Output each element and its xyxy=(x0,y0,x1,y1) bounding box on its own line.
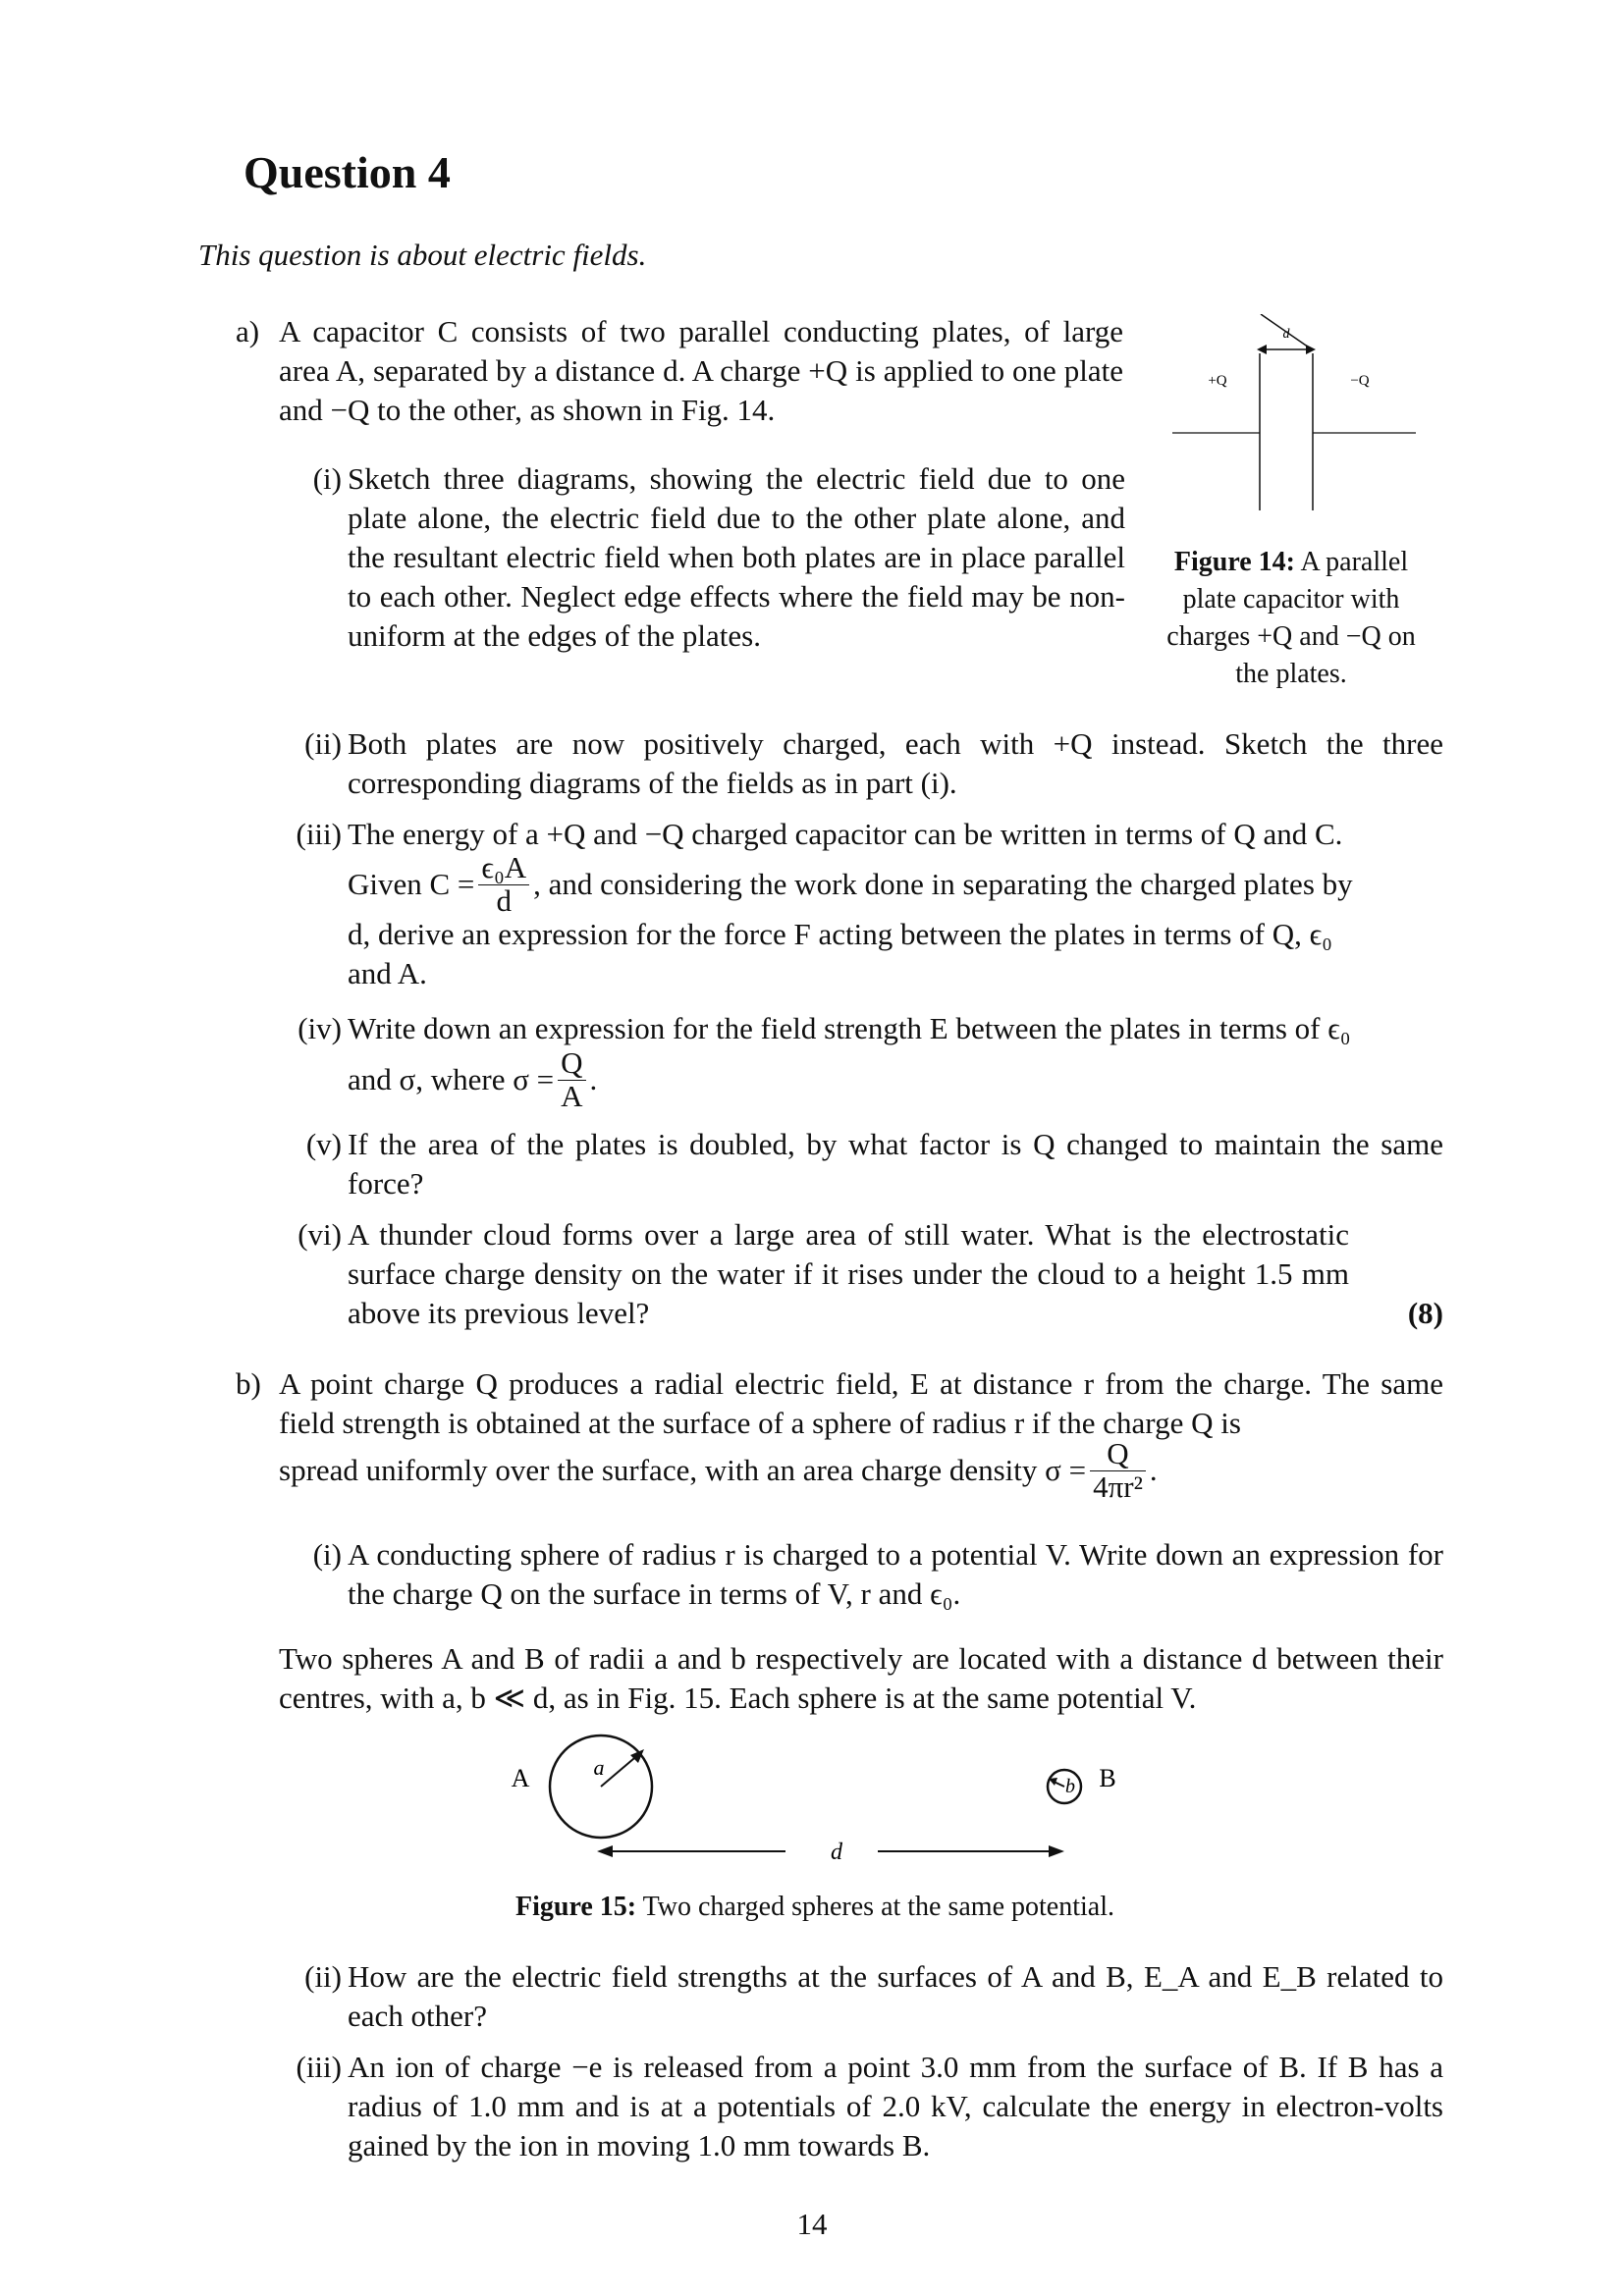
figure-15-diagram xyxy=(491,1726,1159,1863)
fraction-numerator: Q xyxy=(558,1047,585,1081)
item-number: (vi) xyxy=(298,1217,342,1252)
fig14-label-d: d xyxy=(1282,327,1290,342)
figure-15-caption-label: Figure 15: xyxy=(514,1892,637,1922)
item-text-line4: and A. xyxy=(348,956,427,990)
item-text-line2 xyxy=(348,1044,598,1113)
item-text: If the area of the plates is doubled, by what factor is Q changed to maintain the same force? xyxy=(348,1127,1443,1201)
question-intro: This question is about electric fields. xyxy=(198,238,647,272)
question-title: Question 4 xyxy=(244,147,451,197)
fraction-numerator: Q xyxy=(1090,1438,1146,1471)
part-b-label: b) xyxy=(236,1366,261,1401)
item-number: (ii) xyxy=(304,726,342,761)
item-text-line1: The energy of a +Q and −Q charged capacitor can be written in terms of Q and C. xyxy=(348,817,1343,851)
fraction-denominator: 4πr² xyxy=(1093,1468,1143,1504)
item-text: A conducting sphere of radius r is charged to a potential V. Write down an expression for the charge Q on the surface in terms of V, r and ϵ₀. xyxy=(348,1537,1443,1611)
part-a-label: a) xyxy=(236,314,260,348)
fig14-label-minus-q: −Q xyxy=(1350,373,1370,389)
item-number: (iv) xyxy=(298,1011,342,1045)
fraction-denominator: d xyxy=(496,882,513,918)
sigma-text: and σ, where σ = xyxy=(348,1062,555,1096)
part-b-text: A point charge Q produces a radial electric field, E at distance r from the charge. The same field strength is obtained at the surface of a sphere of radius r if the charge Q is xyxy=(279,1366,1443,1440)
item-text-line1: Write down an expression for the field strength E between the plates in terms of ϵ₀ xyxy=(348,1011,1351,1045)
item-number: (ii) xyxy=(304,1959,342,1994)
figure-14-diagram xyxy=(1159,314,1434,520)
item-text: Both plates are now positively charged, each with +Q instead. Sketch the three corresponding diagrams of the fields as in part (i). xyxy=(348,726,1443,800)
continuation-text: , and considering the work done in separating the charged plates by xyxy=(533,867,1353,901)
page-number: 14 xyxy=(796,2207,828,2241)
item-text: Sketch three diagrams, showing the electric field due to one plate alone, the electric field due to the other plate alone, and the resultant electric field when both plates are in place parallel to each other. Neglect edge effects where the field may be non-uniform at the edges of the plates. xyxy=(348,461,1125,653)
item-number: (v) xyxy=(305,1127,342,1161)
item-text-line2 xyxy=(348,849,1443,918)
capacitance-fraction xyxy=(478,849,529,918)
figure-15-caption xyxy=(432,1889,1198,1926)
fraction-numerator: ϵ₀A xyxy=(478,852,529,885)
period-text: . xyxy=(1149,1453,1158,1487)
item-number: (i) xyxy=(312,461,342,496)
sigma-fraction xyxy=(558,1044,585,1113)
item-number: (i) xyxy=(312,1537,342,1572)
radius-b-arrowhead xyxy=(1049,1778,1057,1786)
fig15-label-B: B xyxy=(1099,1764,1116,1792)
item-text: An ion of charge −e is released from a point 3.0 mm from the surface of B. If B has a radius of 1.0 mm and is at a potentials of 2.0 kV, calculate the energy in electron-volts gained by the ion in moving 1.0 mm towards B. xyxy=(348,2050,1443,2163)
part-a-text: A capacitor C consists of two parallel conducting plates, of large area A, separated by a distance d. A charge +Q is applied to one plate and −Q to the other, as shown in Fig. 14. xyxy=(279,314,1123,427)
fig15-label-b: b xyxy=(1065,1776,1075,1797)
density-fraction xyxy=(1090,1435,1146,1504)
figure-15-caption-text: Two charged spheres at the same potential. xyxy=(642,1892,1114,1922)
figure-14-caption-text: A parallel plate capacitor with charges +Q and −Q on the plates. xyxy=(1166,547,1416,689)
fig15-label-A: A xyxy=(511,1764,530,1792)
item-text-line3: d, derive an expression for the force F acting between the plates in terms of Q, ϵ₀ xyxy=(348,917,1332,951)
fig14-label-plus-q: +Q xyxy=(1208,373,1227,389)
item-text: A thunder cloud forms over a large area of still water. What is the electrostatic surface charge density on the water if it rises under the cloud to a height 1.5 mm above its previous level? xyxy=(348,1217,1349,1330)
distance-arrow-left xyxy=(597,1845,613,1857)
part-b-text-line3 xyxy=(279,1435,1158,1504)
spheres-paragraph: Two spheres A and B of radii a and b respectively are located with a distance d between their centres, with a, b ≪ d, as in Fig. 15. Each sphere is at the same potential V. xyxy=(279,1641,1443,1715)
item-text: How are the electric field strengths at the surfaces of A and B, E_A and E_B related to each other? xyxy=(348,1959,1443,2033)
distance-arrow-right xyxy=(1049,1845,1064,1857)
figure-14-caption xyxy=(1149,544,1434,693)
period-text: . xyxy=(589,1062,598,1096)
fig15-label-a: a xyxy=(593,1755,605,1780)
figure-14-caption-label: Figure 14: xyxy=(1173,547,1296,577)
given-text: Given C = xyxy=(348,867,475,901)
fig15-label-d: d xyxy=(831,1840,842,1863)
item-number: (iii) xyxy=(296,817,342,851)
density-text: spread uniformly over the surface, with an area charge density σ = xyxy=(279,1453,1087,1487)
fraction-denominator: A xyxy=(561,1078,583,1113)
item-number: (iii) xyxy=(296,2050,342,2084)
marks-label: (8) xyxy=(1407,1296,1443,1330)
